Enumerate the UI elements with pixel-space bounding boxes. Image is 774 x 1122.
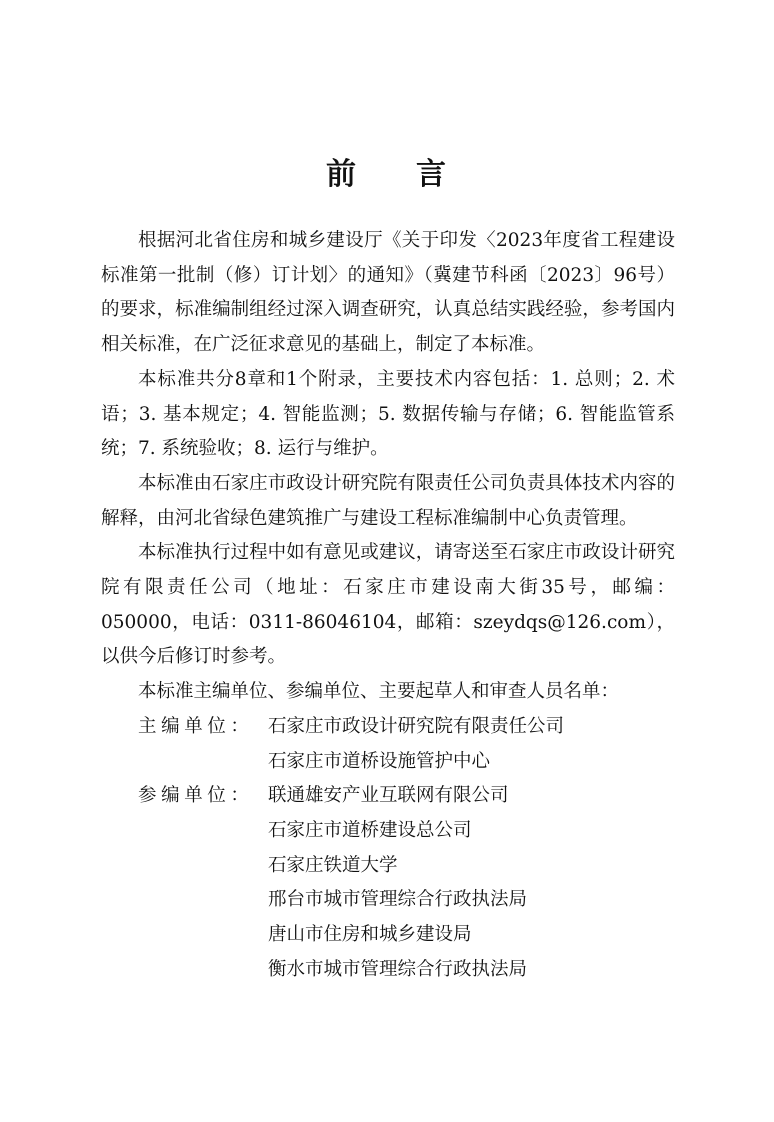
unit-name: 石家庄市道桥设施管护中心 [268,750,491,772]
unit-row [101,883,675,918]
chief-editor-label: 主编单位： [138,715,254,737]
title-char-2: 言 [416,157,448,192]
unit-name: 唐山市住房和城乡建设局 [268,924,472,946]
units-intro: 本标准主编单位、参编单位、主要起草人和审查人员名单： [138,681,620,703]
unit-row [101,710,675,745]
unit-row [101,779,675,814]
unit-row [101,814,675,849]
paragraph-interpretation: 本标准由石家庄市政设计研究院有限责任公司负责具体技术内容的解释，由河北省绿色建筑推广与建设工程标准编制中心负责管理。 [101,472,675,529]
unit-row [101,745,675,780]
paragraph-feedback: 本标准执行过程中如有意见或建议，请寄送至石家庄市政设计研究院有限责任公司（地址：石家庄市建设南大街35号，邮编：050000，电话：0311-86046104，邮箱：szeydqs@126.com），以供今后修订时参考。 [101,542,675,668]
unit-name: 石家庄市道桥建设总公司 [268,819,472,841]
page-title [0,150,774,200]
paragraph-basis: 根据河北省住房和城乡建设厅《关于印发〈2023年度省工程建设标准第一批制（修）订计划〉的通知》（冀建节科函〔2023〕96号）的要求，标准编制组经过深入调查研究，认真总结实践经验，参考国内相关标准，在广泛征求意见的基础上，制定了本标准。 [101,230,675,356]
title-char-1: 前 [326,157,358,192]
participating-units [101,779,675,987]
unit-name: 石家庄铁道大学 [268,854,398,876]
unit-row [101,953,675,988]
chief-editor-units [101,710,675,779]
paragraph-contents: 本标准共分8章和1个附录，主要技术内容包括：1. 总则；2. 术语；3. 基本规定；4. 智能监测；5. 数据传输与存储；6. 智能监管系统；7. 系统验收；8. 运行与维护。 [101,368,675,460]
preface-body [101,224,675,987]
participating-label: 参编单位： [138,785,254,807]
unit-name: 邢台市城市管理综合行政执法局 [268,889,528,911]
unit-name: 联通雄安产业互联网有限公司 [268,785,509,807]
unit-name: 石家庄市政设计研究院有限责任公司 [268,715,565,737]
unit-row [101,918,675,953]
unit-row [101,849,675,884]
unit-name: 衡水市城市管理综合行政执法局 [268,958,528,980]
